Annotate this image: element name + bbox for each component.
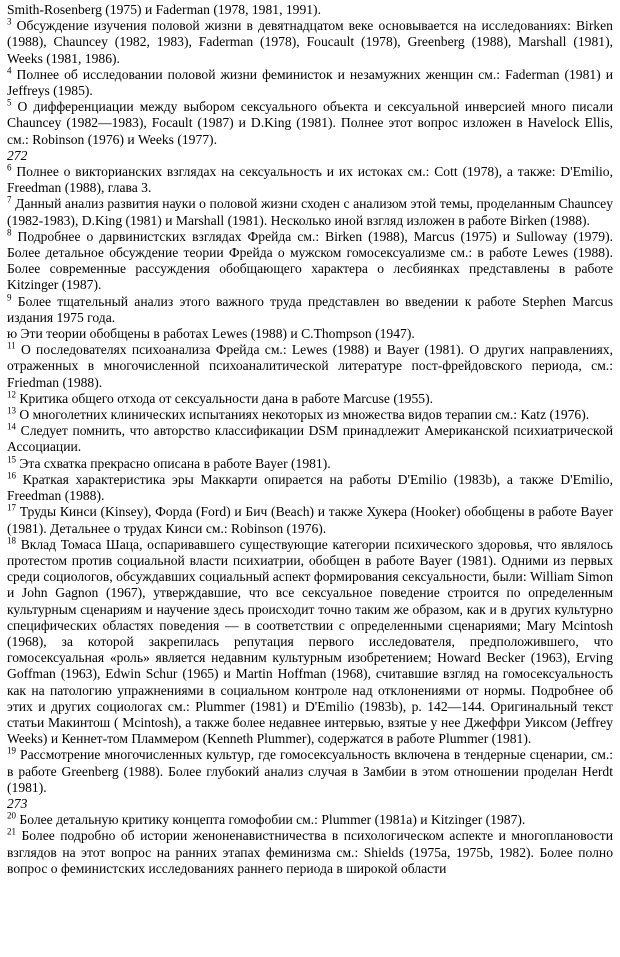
- footnote-text: Вклад Томаса Шаца, оспаривавшего существующие категории психического здоровья, что являлось протестом против социальной власти психиатрии, обобщен в работе Bayer (1981). Одними из первых среди социологов, обсуждавших социальный аспект формирования сексуальности, были: William Simon и John Gagnon (1967), утверждавшие, что все сексуальное поведение строится по определенным культурным сценариям и научение здесь происходит точно таким же образом, как и в других культурно специфических областях поведения — в соответствии с определенными сценариями; Mary Mcintosh (1968), за которой закрепилась репутация первого исследователя, предположившего, что гомосексуальная «роль» является недавним культурным изобретением; Howard Becker (1963), Erving Goffman (1963), Edwin Schur (1965) и Martin Hoffman (1968), считавшие взгляд на гомосексуальность как на патологию упражнениями в социальном контроле над отклонениями от нормы. Подробнее об этих и других социологах см.: Plummer (1981) и D'Emilio (1983b), p. 142—144. Оригинальный текст статьи Макинтош ( Mcintosh), а также более недавнее интервью, взятые у нее Джеффри Уиксом (Jeffrey Weeks) и Кеннет-том Пламмером (Kenneth Plummer), содержатся в работе Plummer (1981).: [7, 536, 613, 747]
- footnote-text: Труды Кинси (Kinsey), Форда (Ford) и Бич (Beach) и также Хукера (Hooker) обобщены в работе Bayer (1981). Детальнее о трудах Кинси см.: Robinson (1976).: [7, 504, 613, 536]
- footnote-text: Данный анализ развития науки о половой жизни сходен с анализом этой темы, проделанным Chauncey (1982-1983), D.King (1981) и Marshall (1981). Несколько иной взгляд изложен в работе Birken (1988).: [7, 196, 613, 228]
- footnote-number: 11: [7, 340, 16, 351]
- footnote-text: Критика общего отхода от сексуальности дана в работе Marcuse (1955).: [19, 390, 433, 406]
- footnote-number: 12: [7, 389, 16, 400]
- footnote-number: 9: [7, 292, 12, 303]
- footnote-number: 19: [7, 745, 16, 756]
- footnote-number: 18: [7, 535, 16, 546]
- footnote-number: 8: [7, 227, 12, 238]
- page-number: 273: [7, 795, 28, 811]
- footnote-text: Полнее об исследовании половой жизни феминисток и незамужних женщин см.: Faderman (1981) и Jeffreys (1985).: [7, 66, 613, 99]
- footnote: [7, 99, 613, 148]
- footnote: [7, 2, 613, 18]
- footnote: [7, 67, 613, 99]
- page-number: 272: [7, 147, 28, 163]
- footnote-text: О многолетних клинических испытаниях некоторых из множества видов терапии см.: Katz (1976).: [19, 407, 590, 423]
- footnote-number: 16: [7, 470, 16, 481]
- footnote-text: Рассмотрение многочисленных культур, где гомосексуальность включена в тендерные сценарии, см.: в работе Greenberg (1988). Более глубокий анализ случая в Замбии в этом отношении проделан Herdt (1981).: [7, 747, 613, 795]
- footnote-number: 6: [7, 162, 12, 173]
- footnote: [7, 812, 613, 828]
- footnote: [7, 456, 613, 472]
- footnote: [7, 407, 613, 423]
- footnote-text: Обсуждение изучения половой жизни в девятнадцатом веке основывается на исследованиях: Birken (1988), Chauncey (1982, 1983), Faderman (1978), Foucault (1978), Greenberg (1988), Marshall (1981), Weeks (1981, 1986).: [7, 18, 613, 66]
- footnote: [7, 537, 613, 748]
- footnote: [7, 342, 613, 391]
- footnote-text: Более подробно об истории женоненавистничества в психологическом аспекте и многоплановости взглядов на этот вопрос на ранних этапах феминизма см.: Shields (1975a, 1975b, 1982). Более полно вопрос о феминистских исследованиях раннего периода в широкой области: [7, 828, 614, 876]
- footnote-number: 13: [7, 405, 16, 416]
- footnote: [7, 196, 613, 228]
- footnote-text: Эта схватка прекрасно описана в работе Bayer (1981).: [19, 455, 331, 471]
- footnote-text: Более детальную критику концепта гомофобии см.: Plummer (1981a) и Kitzinger (1987).: [19, 812, 526, 828]
- footnote-text: Smith-Rosenberg (1975) и Faderman (1978, 1981, 1991).: [7, 2, 321, 17]
- notes-container: [7, 2, 613, 877]
- footnote: [7, 423, 613, 455]
- footnote-text: Краткая характеристика эры Маккарти опирается на работы D'Emilio (1983b), а также D'Emilio, Freedman (1988).: [7, 471, 613, 504]
- footnote: [7, 747, 613, 796]
- footnote: [7, 294, 613, 326]
- footnote-text: О последователях психоанализа Фрейда см.: Lewes (1988) и Bayer (1981). О других направлениях, отраженных в многочисленной психоаналитической литературе пост-фрейдовского периода, см.: Friedman (1988).: [7, 342, 613, 390]
- footnote-text: Полнее о викторианских взглядах на сексуальность и их истоках см.: Cott (1978), а также: D'Emilio, Freedman (1988), глава 3.: [7, 164, 613, 196]
- footnote-text: Более тщательный анализ этого важного труда представлен во введении к работе Stephen Marcus издания 1975 года.: [7, 293, 613, 325]
- footnote: [7, 18, 613, 67]
- footnote: [7, 326, 613, 342]
- footnote-number: 20: [7, 810, 16, 821]
- footnote-text: Подробнее о дарвинистских взглядах Фрейда см.: Birken (1988), Marcus (1975) и Sulloway (1979). Более детальное обсуждение теории Фрейда о мужском гомосексуализме см.: в работе Lewes (1988). Более современные рассуждения обобщающего характера о лесбиянках представлены в работе Kitzinger (1987).: [7, 228, 613, 293]
- footnote: [7, 229, 613, 294]
- footnote: [7, 828, 613, 877]
- footnote-number: 5: [7, 97, 12, 108]
- footnote-number: 21: [7, 826, 16, 837]
- footnote-text: ю Эти теории обобщены в работах Lewes (1988) и C.Thompson (1947).: [7, 326, 415, 342]
- footnote-text: Следует помнить, что авторство классификации DSM принадлежит Американской психиатрической Ассоциации.: [7, 423, 613, 455]
- footnote-number: 15: [7, 454, 16, 465]
- footnote: [7, 391, 613, 407]
- footnote: [7, 504, 613, 536]
- footnote-number: 3: [7, 16, 12, 27]
- footnote-number: 7: [7, 194, 12, 205]
- footnote-text: О дифференциации между выбором сексуального объекта и сексуальной инверсией много писали Chauncey (1982—1983), Focault (1987) и D.King (1981). Полнее этот вопрос изложен в Havelock Ellis, см.: Robinson (1976) и Weeks (1977).: [7, 99, 613, 147]
- footnote-number: 14: [7, 421, 16, 432]
- footnote-number: 4: [7, 65, 12, 76]
- footnote: [7, 164, 613, 196]
- footnote: [7, 472, 613, 504]
- footnote-number: 17: [7, 502, 16, 513]
